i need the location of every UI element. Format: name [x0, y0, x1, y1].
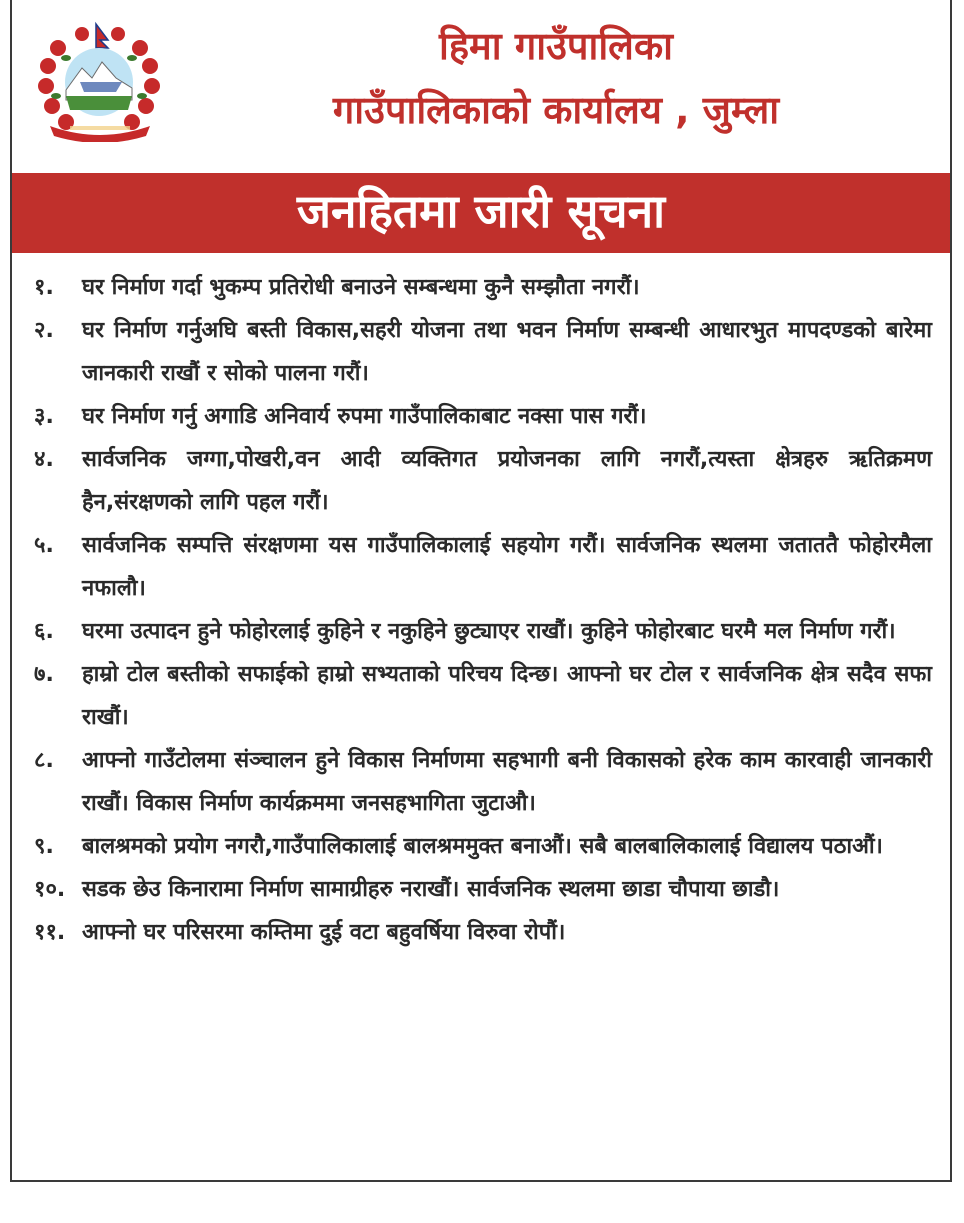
- notice-list: [34, 266, 936, 954]
- item-number: ४.: [34, 447, 54, 472]
- notice-heading: जनहितमा जारी सूचना: [296, 184, 666, 238]
- list-item: [34, 911, 936, 954]
- list-item: [34, 610, 936, 653]
- item-text: आफ्नो घर परिसरमा कम्तिमा दुई वटा बहुवर्षिया विरुवा रोपौं।: [82, 920, 566, 945]
- item-text: घर निर्माण गर्नुअघि बस्ती विकास,सहरी योजना तथा भवन निर्माण सम्बन्धी आधारभुत मापदण्डको बारेमा जानकारी राखौं र सोको पालना गरौं।: [82, 318, 932, 386]
- item-number: ५.: [34, 533, 54, 558]
- item-number: १०.: [34, 877, 66, 902]
- list-item: [34, 868, 936, 911]
- list-item: [34, 524, 936, 610]
- item-text: आफ्नो गाउँटोलमा संञ्चालन हुने विकास निर्माणमा सहभागी बनी विकासको हरेक काम कारवाही जानकारी राखौं। विकास निर्माण कार्यक्रममा जनसहभागिता जुटाऔ।: [82, 748, 932, 816]
- municipality-name: हिमा गाउँपालिका: [439, 24, 673, 68]
- list-item: [34, 309, 936, 395]
- notice-frame: [10, 0, 952, 1182]
- item-text: सार्वजनिक सम्पत्ति संरक्षणमा यस गाउँपालिकालाई सहयोग गरौं। सार्वजनिक स्थलमा जताततै फोहोरमैला नफालौ।: [82, 533, 932, 601]
- item-number: ६.: [34, 619, 54, 644]
- item-number: १.: [34, 275, 54, 300]
- notice-banner: [12, 173, 950, 253]
- list-item: [34, 266, 936, 309]
- item-text: घर निर्माण गर्दा भुकम्प प्रतिरोधी बनाउने सम्बन्धमा कुनै सम्झौता नगरौं।: [82, 275, 640, 300]
- item-number: ११.: [34, 920, 66, 945]
- header: [12, 0, 950, 173]
- list-item: [34, 438, 936, 524]
- item-number: ७.: [34, 662, 54, 687]
- item-number: ८.: [34, 748, 54, 773]
- item-number: ९.: [34, 834, 54, 859]
- list-item: [34, 825, 936, 868]
- item-text: हाम्रो टोल बस्तीको सफाईको हाम्रो सभ्यताको परिचय दिन्छ। आफ्नो घर टोल र सार्वजनिक क्षेत्र सदैव सफा राखौं।: [82, 662, 932, 730]
- nepal-government-emblem-icon: [36, 18, 164, 142]
- list-item: [34, 653, 936, 739]
- item-text: सार्वजनिक जग्गा,पोखरी,वन आदी व्यक्तिगत प्रयोजनका लागि नगरौं,त्यस्ता क्षेत्रहरु ऋतिक्रमण हैन,संरक्षणको लागि पहल गरौं।: [82, 447, 932, 515]
- item-text: घर निर्माण गर्नु अगाडि अनिवार्य रुपमा गाउँपालिकाबाट नक्सा पास गरौं।: [82, 404, 647, 429]
- item-text: घरमा उत्पादन हुने फोहोरलाई कुहिने र नकुहिने छुट्याएर राखौं। कुहिने फोहोरबाट घरमै मल निर्माण गरौं।: [82, 619, 896, 644]
- item-number: ३.: [34, 404, 54, 429]
- item-text: सडक छेउ किनारामा निर्माण सामाग्रीहरु नराखौं। सार्वजनिक स्थलमा छाडा चौपाया छाडौ।: [82, 877, 780, 902]
- office-name: गाउँपालिकाको कार्यालय , जुम्ला: [332, 88, 780, 132]
- item-text: बालश्रमको प्रयोग नगरौ,गाउँपालिकालाई बालश्रममुक्त बनाऔं। सबै बालबालिकालाई विद्यालय पठाऔं।: [82, 834, 883, 859]
- list-item: [34, 739, 936, 825]
- item-number: २.: [34, 318, 54, 343]
- list-item: [34, 395, 936, 438]
